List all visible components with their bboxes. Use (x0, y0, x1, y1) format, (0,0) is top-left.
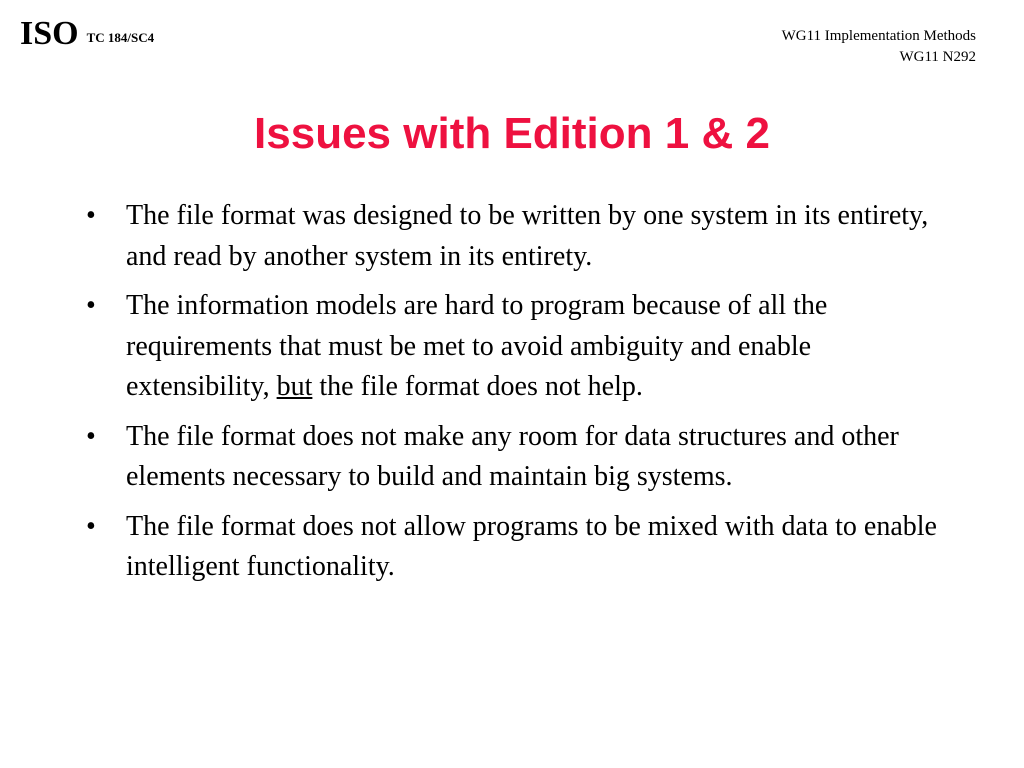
iso-mark: ISO (20, 15, 79, 52)
bullet-text: The file format does not allow programs to be mixed with data to enable intelligent functionality. (126, 510, 937, 582)
bullet-dot-icon: • (86, 510, 96, 542)
bullet-dot-icon: • (86, 290, 96, 321)
bullet-item (86, 196, 956, 277)
header-logo (20, 14, 154, 54)
bullet-text: The file format does not make any room for data structures and other elements necessary to build and maintain big systems. (126, 420, 899, 492)
header-info (782, 26, 976, 68)
bullet-list (86, 196, 956, 597)
working-group-label: WG11 Implementation Methods (781, 28, 976, 44)
document-number: WG11 N292 (899, 49, 976, 65)
bullet-text-after: the file format does not help. (312, 371, 643, 402)
bullet-item (86, 507, 956, 588)
bullet-item (86, 286, 956, 408)
bullet-item (86, 417, 956, 498)
slide-title: Issues with Edition 1 & 2 (254, 109, 770, 158)
bullet-text (126, 290, 827, 402)
bullet-dot-icon: • (86, 420, 96, 452)
bullet-text-underlined: but (276, 371, 313, 402)
bullet-dot-icon: • (86, 200, 96, 231)
bullet-text-before: The information models are hard to program because of all the requirements that must be met to avoid ambiguity and enable extensibility, (126, 290, 828, 402)
committee-label: TC 184/SC4 (86, 30, 155, 45)
bullet-text: The file format was designed to be written by one system in its entirety, and read by another system in its entirety. (126, 200, 929, 272)
